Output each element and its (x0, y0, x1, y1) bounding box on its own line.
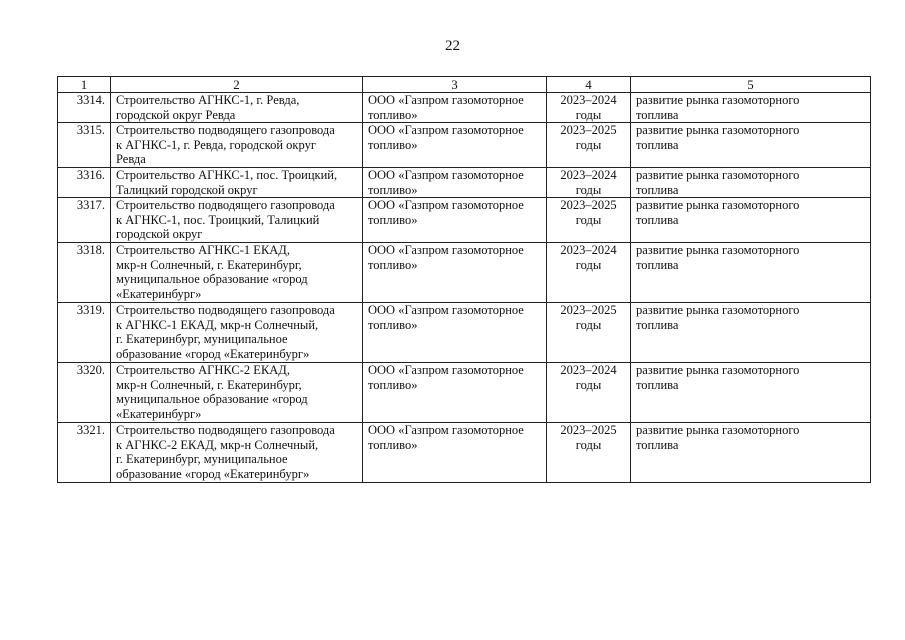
organization-line: ООО «Газпром газомоторное (368, 363, 524, 377)
purpose (631, 423, 871, 483)
header-col-5: 5 (631, 77, 871, 93)
table-row (58, 303, 871, 363)
organization (363, 243, 547, 303)
object-name-line: к АГНКС-1, г. Ревда, городской округ (116, 137, 316, 152)
header-col-2: 2 (111, 77, 363, 93)
object-name-line: Строительство АГНКС-2 ЕКАД, (116, 363, 290, 377)
object-name-line: г. Екатеринбург, муниципальное (116, 332, 288, 347)
object-name-line: образование «город «Екатеринбург» (116, 346, 310, 361)
organization (363, 303, 547, 363)
organization-line: топливо» (368, 377, 418, 392)
row-number: 3321. (58, 423, 111, 483)
object-name-line: к АГНКС-2 ЕКАД, мкр-н Солнечный, (116, 437, 319, 452)
header-row (58, 77, 871, 93)
purpose (631, 363, 871, 423)
organization-line: топливо» (368, 212, 418, 227)
row-number: 3320. (58, 363, 111, 423)
period-line: годы (575, 182, 602, 197)
purpose-line: развитие рынка газомоторного (636, 423, 800, 437)
row-number: 3315. (58, 123, 111, 168)
object-name-line: Строительство АГНКС-1, пос. Троицкий, (116, 168, 338, 182)
period (547, 243, 631, 303)
table-row (58, 243, 871, 303)
period-line: 2023–2025 (560, 123, 617, 137)
page-number: 22 (445, 38, 460, 54)
table-row (58, 123, 871, 168)
period-line: годы (575, 437, 602, 452)
object-name-line: образование «город «Екатеринбург» (116, 466, 310, 481)
table-body (58, 93, 871, 483)
object-name-line: к АГНКС-1, пос. Троицкий, Талицкий (116, 212, 320, 227)
period-line: 2023–2025 (560, 198, 617, 212)
object-name-line: «Екатеринбург» (116, 286, 202, 301)
object-name-line: городской округ Ревда (116, 107, 236, 122)
row-number: 3317. (58, 198, 111, 243)
purpose-line: развитие рынка газомоторного (636, 93, 800, 107)
table-header (58, 77, 871, 93)
purpose-line: топлива (636, 317, 679, 332)
row-number: 3314. (58, 93, 111, 123)
organization (363, 363, 547, 423)
row-number: 3318. (58, 243, 111, 303)
object-name-line: Строительство подводящего газопровода (116, 423, 335, 437)
period-line: годы (575, 107, 602, 122)
period (547, 303, 631, 363)
organization-line: ООО «Газпром газомоторное (368, 303, 524, 317)
organization-line: ООО «Газпром газомоторное (368, 423, 524, 437)
registry-table (57, 76, 871, 483)
object-name-line: Строительство АГНКС-1, г. Ревда, (116, 93, 300, 107)
row-number: 3319. (58, 303, 111, 363)
table-row (58, 93, 871, 123)
purpose (631, 168, 871, 198)
object-name-line: Строительство подводящего газопровода (116, 123, 335, 137)
period-line: годы (575, 317, 602, 332)
organization-line: топливо» (368, 137, 418, 152)
purpose-line: топлива (636, 257, 679, 272)
purpose-line: развитие рынка газомоторного (636, 168, 800, 182)
period (547, 168, 631, 198)
period-line: годы (575, 257, 602, 272)
purpose-line: топлива (636, 137, 679, 152)
object-name-line: мкр-н Солнечный, г. Екатеринбург, (116, 257, 302, 272)
organization-line: ООО «Газпром газомоторное (368, 93, 524, 107)
period-line: 2023–2024 (560, 168, 617, 182)
purpose (631, 93, 871, 123)
organization (363, 168, 547, 198)
object-name-line: муниципальное образование «город (116, 272, 308, 287)
period (547, 93, 631, 123)
object-name (111, 243, 363, 303)
object-name-line: «Екатеринбург» (116, 406, 202, 421)
object-name-line: Ревда (116, 152, 146, 167)
organization-line: топливо» (368, 437, 418, 452)
purpose-line: развитие рынка газомоторного (636, 303, 800, 317)
object-name (111, 423, 363, 483)
purpose-line: развитие рынка газомоторного (636, 363, 800, 377)
object-name-line: к АГНКС-1 ЕКАД, мкр-н Солнечный, (116, 317, 319, 332)
table-row (58, 198, 871, 243)
object-name-line: городской округ (116, 227, 203, 242)
purpose-line: топлива (636, 107, 679, 122)
table-row (58, 363, 871, 423)
period (547, 423, 631, 483)
period-line: годы (575, 377, 602, 392)
purpose-line: развитие рынка газомоторного (636, 123, 800, 137)
period-line: годы (575, 212, 602, 227)
purpose-line: развитие рынка газомоторного (636, 243, 800, 257)
period (547, 198, 631, 243)
organization (363, 123, 547, 168)
organization-line: топливо» (368, 107, 418, 122)
object-name (111, 303, 363, 363)
purpose-line: топлива (636, 212, 679, 227)
object-name (111, 363, 363, 423)
object-name-line: муниципальное образование «город (116, 392, 308, 407)
purpose (631, 123, 871, 168)
purpose (631, 243, 871, 303)
period (547, 123, 631, 168)
object-name-line: Строительство подводящего газопровода (116, 198, 335, 212)
period-line: 2023–2025 (560, 303, 617, 317)
period-line: 2023–2024 (560, 93, 617, 107)
object-name-line: Строительство подводящего газопровода (116, 303, 335, 317)
organization-line: ООО «Газпром газомоторное (368, 168, 524, 182)
period-line: 2023–2025 (560, 423, 617, 437)
header-col-3: 3 (363, 77, 547, 93)
object-name-line: г. Екатеринбург, муниципальное (116, 452, 288, 467)
purpose-line: топлива (636, 377, 679, 392)
organization-line: топливо» (368, 182, 418, 197)
object-name-line: мкр-н Солнечный, г. Екатеринбург, (116, 377, 302, 392)
object-name (111, 123, 363, 168)
period-line: 2023–2024 (560, 363, 617, 377)
organization-line: ООО «Газпром газомоторное (368, 198, 524, 212)
row-number: 3316. (58, 168, 111, 198)
period-line: годы (575, 137, 602, 152)
organization (363, 423, 547, 483)
organization-line: топливо» (368, 317, 418, 332)
organization (363, 93, 547, 123)
object-name (111, 198, 363, 243)
organization-line: ООО «Газпром газомоторное (368, 243, 524, 257)
object-name (111, 168, 363, 198)
table-row (58, 423, 871, 483)
organization-line: топливо» (368, 257, 418, 272)
purpose-line: топлива (636, 437, 679, 452)
period-line: 2023–2024 (560, 243, 617, 257)
table-row (58, 168, 871, 198)
purpose-line: развитие рынка газомоторного (636, 198, 800, 212)
period (547, 363, 631, 423)
header-col-1: 1 (58, 77, 111, 93)
organization-line: ООО «Газпром газомоторное (368, 123, 524, 137)
organization (363, 198, 547, 243)
purpose-line: топлива (636, 182, 679, 197)
purpose (631, 198, 871, 243)
object-name-line: Талицкий городской округ (116, 182, 258, 197)
purpose (631, 303, 871, 363)
header-col-4: 4 (547, 77, 631, 93)
object-name (111, 93, 363, 123)
object-name-line: Строительство АГНКС-1 ЕКАД, (116, 243, 290, 257)
